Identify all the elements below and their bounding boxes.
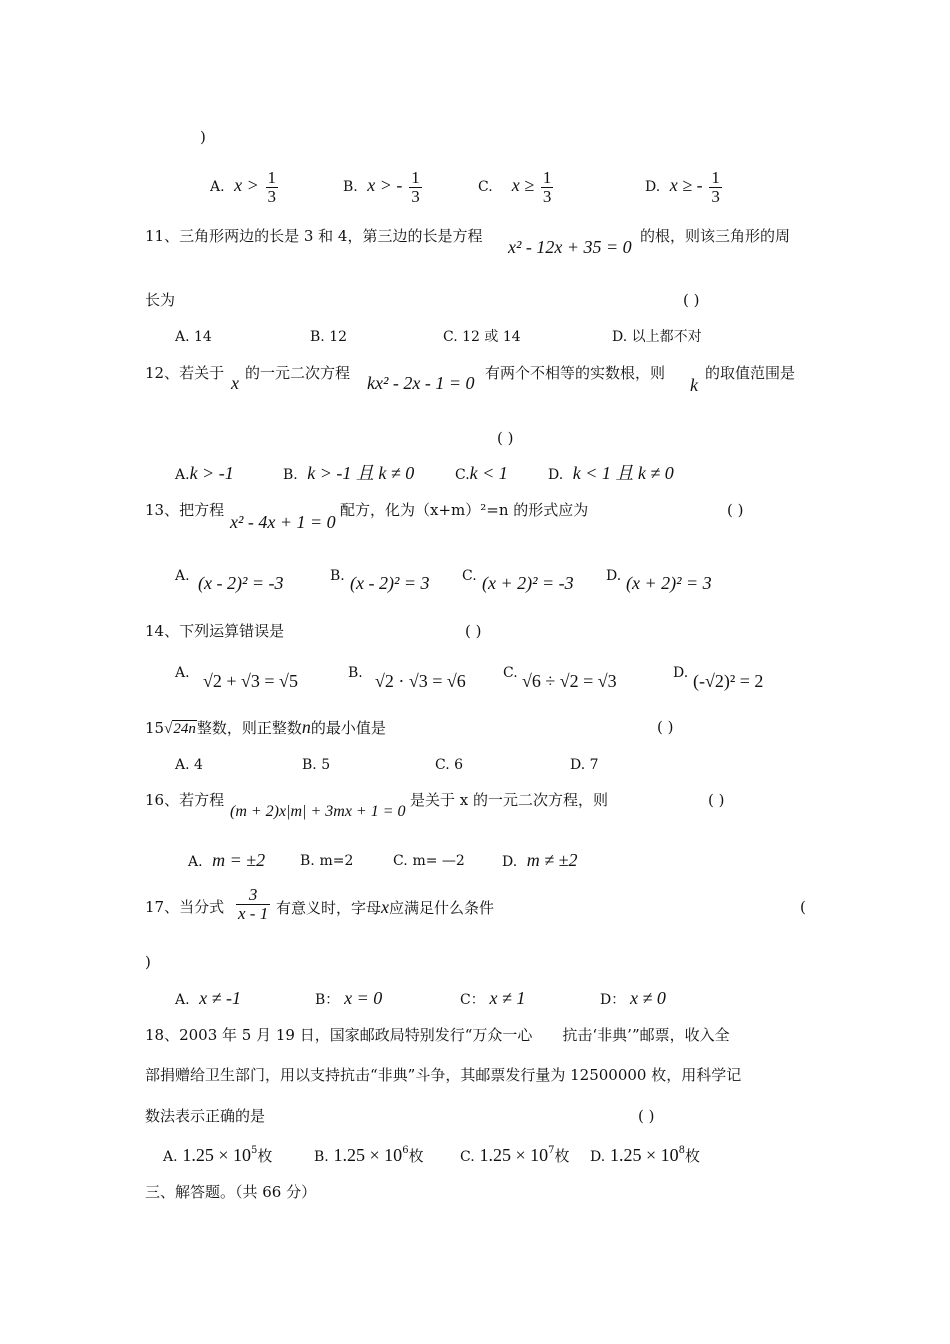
section-3-heading: 三、解答题。（共 66 分） [145, 1183, 317, 1201]
q13-answer-paren: ( ) [727, 501, 744, 519]
q15-option-d: D. 7 [570, 757, 599, 773]
q14-option-d-expr: (-√2)² = 2 [693, 671, 764, 691]
q15-option-c: C. 6 [435, 757, 464, 773]
q16-answer-paren: ( ) [708, 791, 725, 809]
q12-option-d: D. k < 1 且 k ≠ 0 [548, 463, 674, 483]
q17-option-c: C： x ≠ 1 [460, 988, 526, 1008]
q14-option-c-expr: √6 ÷ √2 = √3 [522, 671, 617, 691]
q11-stem-line2: 长为 [145, 291, 176, 309]
q12-stem-d: 的取值范围是 [705, 364, 796, 382]
q16-option-d: D. m ≠ ±2 [502, 850, 578, 870]
q14-option-c: C. [503, 665, 518, 681]
q16-equation: (m + 2)x|m| + 3mx + 1 = 0 [230, 803, 406, 820]
q14-answer-paren: ( ) [465, 622, 482, 640]
q13-option-d: D. [606, 568, 622, 584]
q11-stem: 11、三角形两边的长是 3 和 4，第三边的长是方程 [145, 227, 483, 245]
q18-answer-paren: ( ) [638, 1107, 655, 1125]
q14-option-a-expr: √2 + √3 = √5 [203, 671, 298, 691]
q17-stem-a: 17、当分式 [145, 898, 225, 916]
q17-paren-close: ) [145, 953, 151, 971]
q16-option-b: B. m=2 [300, 853, 354, 869]
q13-option-c-expr: (x + 2)² = -3 [482, 573, 574, 593]
q18-stem-line3: 数法表示正确的是 [145, 1107, 266, 1125]
q14-option-a: A. [175, 665, 190, 681]
q18-option-b: B. $1.25 \times 10^6$枚 [314, 1145, 424, 1165]
q17-stem-b: 有意义时，字母x应满足什么条件 [276, 897, 495, 917]
q12-answer-paren: ( ) [497, 429, 514, 447]
q11-option-b: B. 12 [310, 329, 348, 345]
q16-stem-a: 16、若方程 [145, 791, 225, 809]
q10-paren-close: ) [200, 128, 206, 146]
q15-option-a: A. 4 [175, 757, 203, 773]
q11-option-c: C. 12 或 14 [443, 329, 521, 345]
q10-option-c: C. x ≥ $\frac{1}{3}$ [478, 167, 552, 206]
q18-option-d: D. $1.25 \times 10^8$枚 [590, 1145, 701, 1165]
q18-stem-line1: 18、2003 年 5 月 19 日，国家邮政局特别发行“万众一心 抗击‘非典’”邮票，收入全 [145, 1026, 730, 1044]
q11-equation: x² - 12x + 35 = 0 [508, 237, 632, 257]
q17-paren-open: ( [800, 898, 806, 916]
q10-option-a: A. x > $\frac{1}{3}$ [210, 167, 277, 206]
q10-option-b: B. x > - $\frac{1}{3}$ [343, 167, 420, 206]
q12-var-x: x [231, 373, 239, 393]
q12-option-a: A.k > -1 [175, 463, 234, 483]
q15-answer-paren: ( ) [657, 718, 674, 736]
q15-option-b: B. 5 [302, 757, 331, 773]
q13-option-a: A. [175, 568, 190, 584]
q16-option-a: A. m = ±2 [188, 850, 266, 870]
q13-stem-a: 13、把方程 [145, 501, 225, 519]
q11-option-d: D. 以上都不对 [612, 329, 702, 345]
q14-option-b-expr: √2 · √3 = √6 [375, 671, 466, 691]
q13-option-a-expr: (x - 2)² = -3 [198, 573, 284, 593]
q16-option-c: C. m= —2 [393, 853, 465, 869]
q13-option-c: C. [462, 568, 477, 584]
q12-stem-c: 有两个不相等的实数根，则 [485, 364, 666, 382]
q12-equation: kx² - 2x - 1 = 0 [367, 373, 475, 393]
q18-stem-line2: 部捐赠给卫生部门，用以支持抗击“非典”斗争，其邮票发行量为 12500000 枚，用科学记 [145, 1066, 742, 1084]
q10-option-d: D. x ≥ - $\frac{1}{3}$ [645, 167, 720, 206]
q15-stem: 15√24n整数，则正整数n的最小值是 [145, 717, 386, 737]
q14-option-b: B. [348, 665, 363, 681]
q13-stem-b: 配方，化为（x+m）²=n 的形式应为 [340, 501, 589, 519]
q13-equation: x² - 4x + 1 = 0 [230, 512, 336, 532]
q16-stem-b: 是关于 x 的一元二次方程，则 [410, 791, 608, 809]
q18-option-c: C. $1.25 \times 10^7$枚 [460, 1145, 570, 1165]
q12-option-b: B. k > -1 且 k ≠ 0 [283, 463, 415, 483]
q17-option-a: A. x ≠ -1 [175, 988, 241, 1008]
q12-stem-a: 12、若关于 [145, 364, 225, 382]
q17-fraction: $\frac{3}{x - 1}$ [238, 885, 269, 923]
q12-option-c: C.k < 1 [455, 463, 508, 483]
q13-option-b: B. [330, 568, 345, 584]
q14-option-d: D. [673, 665, 689, 681]
q17-option-b: B： x = 0 [315, 988, 383, 1008]
q11-option-a: A. 14 [175, 329, 212, 345]
q14-stem: 14、下列运算错误是 [145, 622, 285, 640]
q12-stem-b: 的一元二次方程 [245, 364, 351, 382]
q11-stem-b: 的根，则该三角形的周 [640, 227, 791, 245]
q12-var-k: k [690, 375, 698, 395]
q17-option-d: D： x ≠ 0 [600, 988, 666, 1008]
q11-answer-paren: ( ) [683, 291, 700, 309]
q13-option-d-expr: (x + 2)² = 3 [626, 573, 712, 593]
q13-option-b-expr: (x - 2)² = 3 [350, 573, 430, 593]
q18-option-a: A. $1.25 \times 10^5$枚 [163, 1145, 273, 1165]
